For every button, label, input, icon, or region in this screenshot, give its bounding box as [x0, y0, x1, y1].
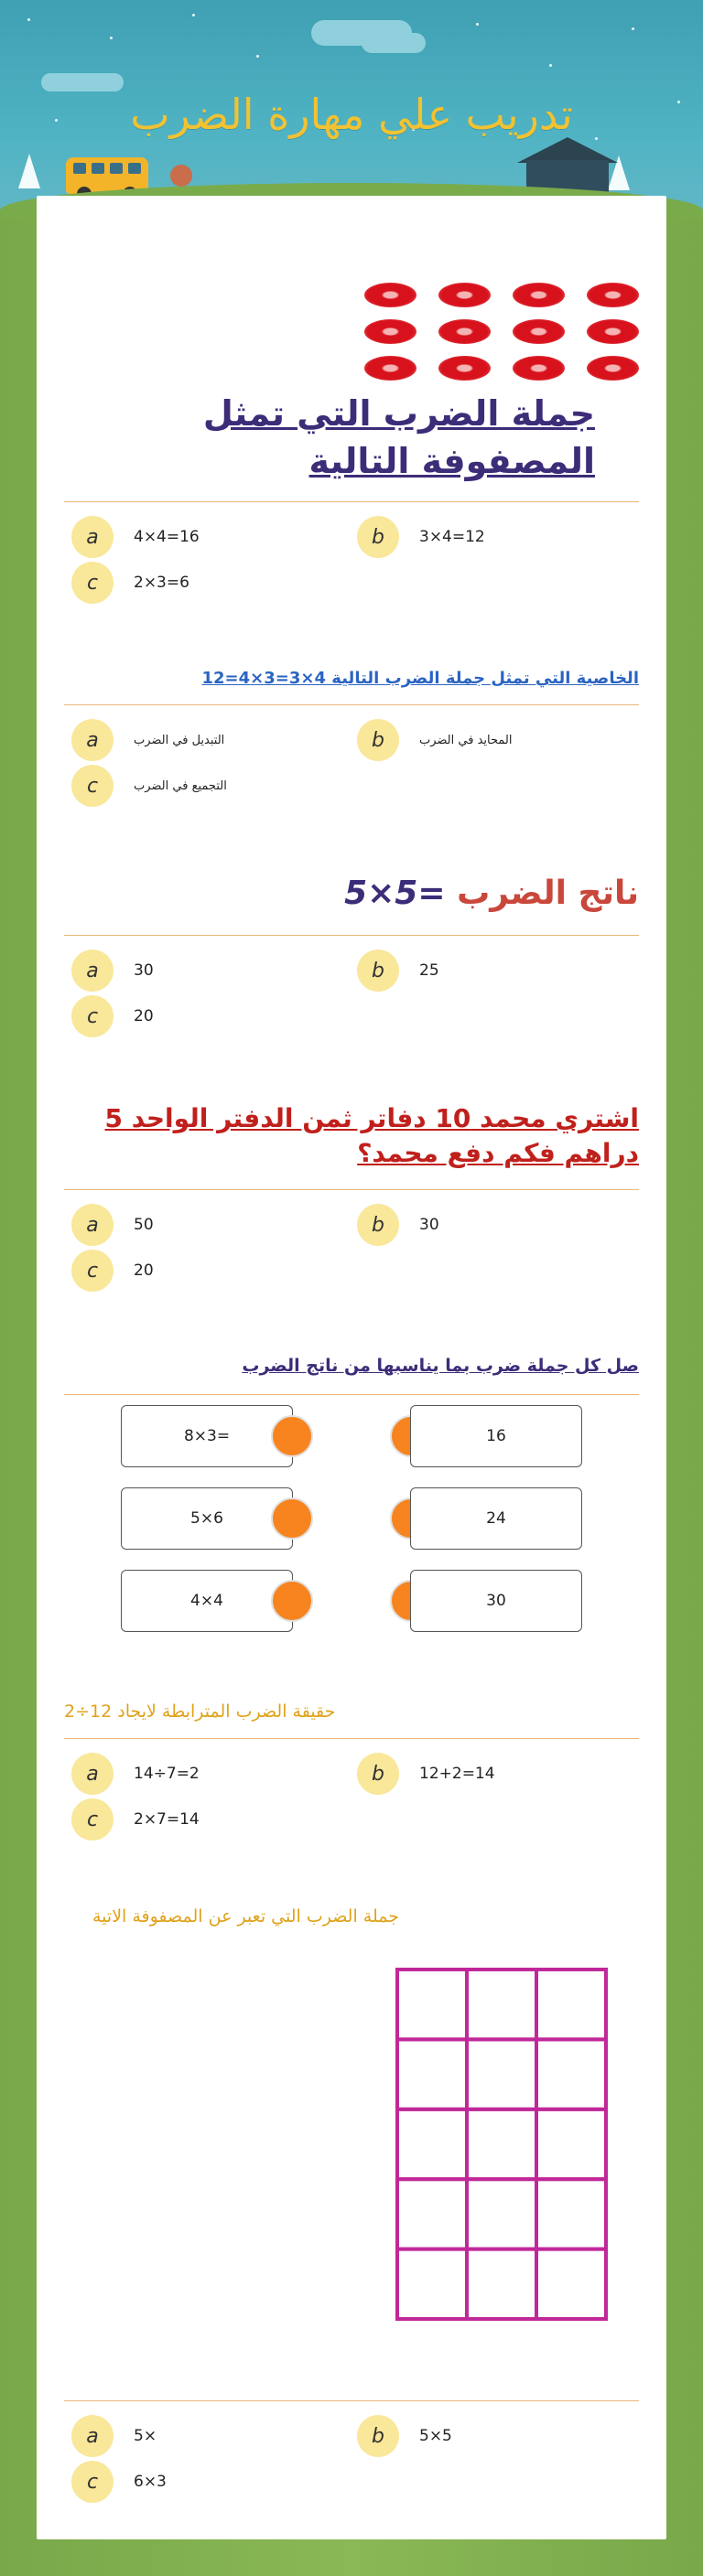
option-letter-badge: c [71, 1798, 114, 1841]
option-letter-badge: b [357, 516, 399, 558]
option-a[interactable] [71, 2415, 157, 2457]
grid-cell [467, 2109, 536, 2179]
option-letter-badge: a [71, 950, 114, 992]
grid-cell [397, 2109, 467, 2179]
array-dot [513, 283, 565, 307]
snowflake [549, 64, 552, 67]
option-b[interactable] [357, 2415, 452, 2457]
option-letter-badge: b [357, 2415, 399, 2457]
option-letter-badge: b [357, 719, 399, 761]
match-right-item[interactable]: 30 [410, 1570, 582, 1632]
match-connector-dot[interactable] [271, 1580, 313, 1622]
tree [18, 154, 40, 188]
grid-cell [397, 2249, 467, 2319]
divider [64, 501, 639, 502]
grid-array-image [394, 1966, 610, 2323]
grid-cell [397, 2179, 467, 2249]
option-letter-badge: b [357, 1204, 399, 1246]
array-dot [364, 283, 416, 307]
option-text: 2×3=6 [134, 574, 189, 592]
option-b[interactable] [357, 516, 485, 558]
worksheet-card [37, 196, 666, 2539]
question-4-title: اشتري محمد 10 دفاتر ثمن الدفتر الواحد 5 دراهم فكم دفع محمد؟ [104, 1103, 639, 1168]
grid-cell [397, 1970, 467, 2039]
option-text: 4×4=16 [134, 528, 200, 546]
option-a[interactable] [71, 516, 200, 558]
option-letter-badge: a [71, 516, 114, 558]
option-text: 6×3 [134, 2473, 167, 2491]
array-dot [587, 283, 639, 307]
option-text: المحايد في الضرب [419, 733, 513, 747]
option-letter-badge: a [71, 2415, 114, 2457]
array-row [364, 283, 639, 307]
match-connector-dot[interactable] [271, 1497, 313, 1540]
match-left-item[interactable]: 8×3= [121, 1405, 293, 1467]
array-dot [364, 356, 416, 381]
grid-cell [467, 2249, 536, 2319]
question-6-title: حقيقة الضرب المترابطة لايجاد 12÷2 [64, 1701, 336, 1722]
divider [64, 1189, 639, 1190]
option-letter-badge: c [71, 562, 114, 604]
array-dot [587, 319, 639, 344]
option-text: 50 [134, 1216, 154, 1234]
divider [64, 935, 639, 936]
question-3-expression: 5×5= [344, 875, 446, 912]
array-dot [513, 356, 565, 381]
snowflake [632, 27, 634, 30]
option-letter-badge: a [71, 719, 114, 761]
divider [64, 704, 639, 705]
snowflake [192, 14, 195, 16]
question-3-title [64, 875, 639, 912]
snowflake [476, 23, 479, 26]
question-1-title: جملة الضرب التي تمثل المصفوفة التالية [202, 393, 595, 481]
array-row [364, 356, 639, 381]
match-left-item[interactable]: 4×4 [121, 1570, 293, 1632]
grid-cell [467, 1970, 536, 2039]
option-b[interactable] [357, 1204, 439, 1246]
option-letter-badge: b [357, 1753, 399, 1795]
grid-cell [467, 2179, 536, 2249]
grid-cell [536, 2249, 606, 2319]
option-letter-badge: b [357, 950, 399, 992]
grid-cell [536, 2039, 606, 2109]
option-b[interactable] [357, 950, 439, 992]
array-dot [587, 356, 639, 381]
option-c[interactable] [71, 765, 227, 807]
option-letter-badge: c [71, 765, 114, 807]
option-text: 3×4=12 [419, 528, 485, 546]
option-text: 14÷7=2 [134, 1765, 200, 1783]
page-title: تدريب علي مهارة الضرب [130, 90, 573, 139]
cloud [362, 33, 426, 53]
array-row [364, 319, 639, 344]
option-text: 5× [134, 2427, 157, 2445]
array-dot [513, 319, 565, 344]
option-c[interactable] [71, 2461, 167, 2503]
option-text: 20 [134, 1007, 154, 1025]
option-text: 20 [134, 1261, 154, 1280]
option-a[interactable] [71, 1204, 154, 1246]
grid-cell [536, 2179, 606, 2249]
option-letter-badge: a [71, 1204, 114, 1246]
option-letter-badge: c [71, 995, 114, 1037]
array-dot [438, 319, 491, 344]
divider [64, 1394, 639, 1395]
array-dot [364, 319, 416, 344]
option-text: 5×5 [419, 2427, 452, 2445]
option-text: 2×7=14 [134, 1810, 200, 1829]
option-c[interactable] [71, 995, 154, 1037]
match-left-item[interactable]: 5×6 [121, 1487, 293, 1550]
option-text: 12+2=14 [419, 1765, 495, 1783]
option-a[interactable] [71, 1753, 200, 1795]
option-letter-badge: c [71, 1250, 114, 1292]
match-connector-dot[interactable] [271, 1415, 313, 1457]
option-b[interactable] [357, 1753, 495, 1795]
option-letter-badge: a [71, 1753, 114, 1795]
question-2-title: الخاصية التي تمثل جملة الضرب التالية 4×3=3×4=12 [201, 669, 639, 688]
snowflake [256, 55, 259, 58]
option-text: 25 [419, 961, 439, 980]
option-c[interactable] [71, 562, 189, 604]
option-text: التجميع في الضرب [134, 778, 227, 793]
match-right-item[interactable]: 16 [410, 1405, 582, 1467]
grid-cell [536, 2109, 606, 2179]
question-5-title: صل كل جملة ضرب بما يناسبها من ناتج الضرب [242, 1356, 639, 1376]
option-b[interactable] [357, 719, 512, 761]
divider [64, 2400, 639, 2401]
cloud [41, 73, 124, 91]
array-image [64, 283, 639, 381]
question-7-title: جملة الضرب التي تعبر عن المصفوفة الاتية [92, 1906, 399, 1927]
snowflake [110, 37, 113, 39]
house-roof [517, 137, 618, 163]
grid-cell [467, 2039, 536, 2109]
option-c[interactable] [71, 1798, 200, 1841]
grid-cell [536, 1970, 606, 2039]
question-3-label: ناتج الضرب [457, 875, 639, 912]
match-right-item[interactable]: 24 [410, 1487, 582, 1550]
reindeer [170, 165, 192, 187]
option-letter-badge: c [71, 2461, 114, 2503]
grid-cell [397, 2039, 467, 2109]
option-text: 30 [134, 961, 154, 980]
option-text: 30 [419, 1216, 439, 1234]
option-a[interactable] [71, 950, 154, 992]
divider [64, 1738, 639, 1739]
option-text: التبديل في الضرب [134, 733, 225, 747]
option-c[interactable] [71, 1250, 154, 1292]
array-dot [438, 283, 491, 307]
snowflake [27, 18, 30, 21]
array-dot [438, 356, 491, 381]
option-a[interactable] [71, 719, 224, 761]
